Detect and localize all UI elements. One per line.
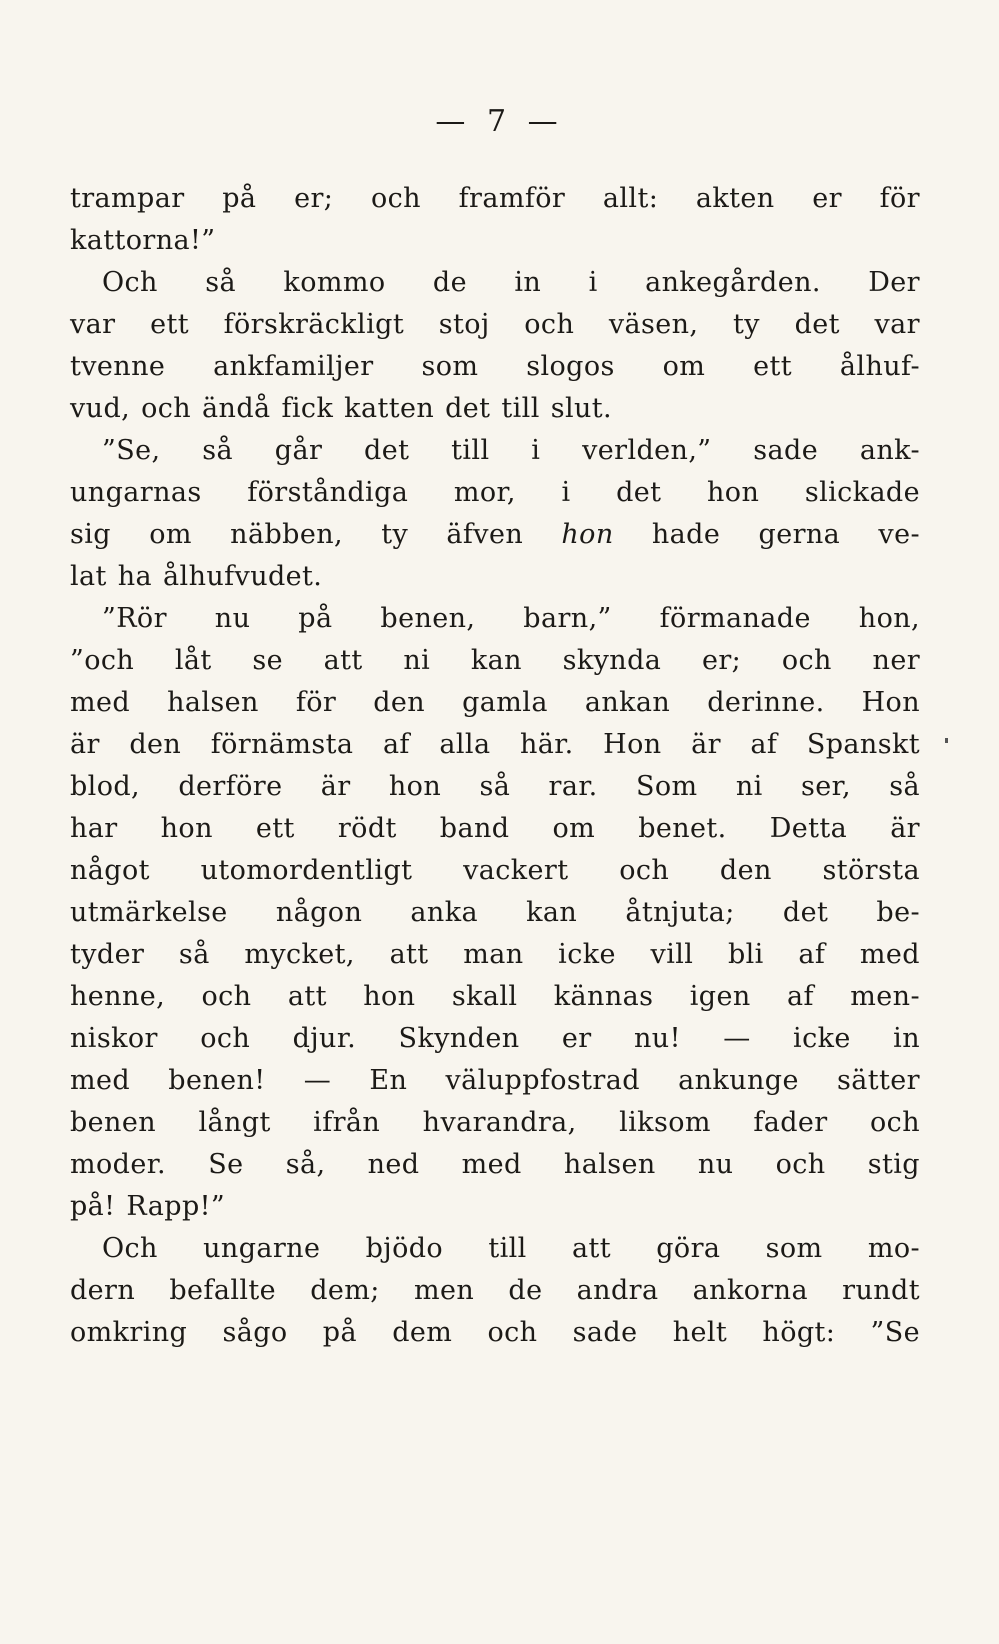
- body-text: [70, 178, 920, 1354]
- text-line: var ett förskräckligt stoj och väsen, ty det var: [70, 309, 920, 340]
- text-line: benen långt ifrån hvarandra, liksom fader och: [70, 1107, 920, 1138]
- text-line: niskor och djur. Skynden er nu! — icke in: [70, 1023, 920, 1054]
- text-line: med halsen för den gamla ankan derinne. Hon: [70, 687, 920, 718]
- text-line: omkring sågo på dem och sade helt högt: ”Se: [70, 1317, 920, 1348]
- text-line: tvenne ankfamiljer som slogos om ett ålhuf-: [70, 351, 920, 382]
- text-line: med benen! — En väluppfostrad ankunge sätter: [70, 1065, 920, 1096]
- text-line: Och ungarne bjödo till att göra som mo-: [102, 1233, 920, 1264]
- text-line: blod, derföre är hon så rar. Som ni ser, så: [70, 771, 920, 802]
- page-number: — 7 —: [435, 104, 564, 139]
- text-line: något utomordentligt vackert och den största: [70, 855, 920, 886]
- ink-speck: [945, 738, 948, 743]
- emphasis: hon: [561, 519, 614, 550]
- text-line: vud, och ändå fick katten det till slut.: [70, 393, 613, 424]
- text-line: har hon ett rödt band om benet. Detta är: [70, 813, 920, 844]
- text-line: tyder så mycket, att man icke vill bli af med: [70, 939, 920, 970]
- text-line: henne, och att hon skall kännas igen af men-: [70, 981, 920, 1012]
- text-line: kattorna!”: [70, 225, 216, 256]
- text-line: sig om näbben, ty äfven hon hade gerna ve-: [70, 519, 920, 550]
- text-line: ”Rör nu på benen, barn,” förmanade hon,: [102, 603, 920, 634]
- text-line: utmärkelse någon anka kan åtnjuta; det be-: [70, 897, 920, 928]
- text-line: moder. Se så, ned med halsen nu och stig: [70, 1149, 920, 1180]
- text-line: lat ha ålhufvudet.: [70, 561, 323, 592]
- text-line: ungarnas förståndiga mor, i det hon slickade: [70, 477, 920, 508]
- text-line: Och så kommo de in i ankegården. Der: [102, 267, 920, 298]
- text-line: ”Se, så går det till i verlden,” sade ank-: [102, 435, 920, 466]
- text-line: trampar på er; och framför allt: akten er för: [70, 183, 920, 214]
- text-line: är den förnämsta af alla här. Hon är af Spanskt: [70, 729, 920, 760]
- text-line: dern befallte dem; men de andra ankorna rundt: [70, 1275, 920, 1306]
- text-line: på! Rapp!”: [70, 1191, 226, 1222]
- text-line: ”och låt se att ni kan skynda er; och ner: [70, 645, 920, 676]
